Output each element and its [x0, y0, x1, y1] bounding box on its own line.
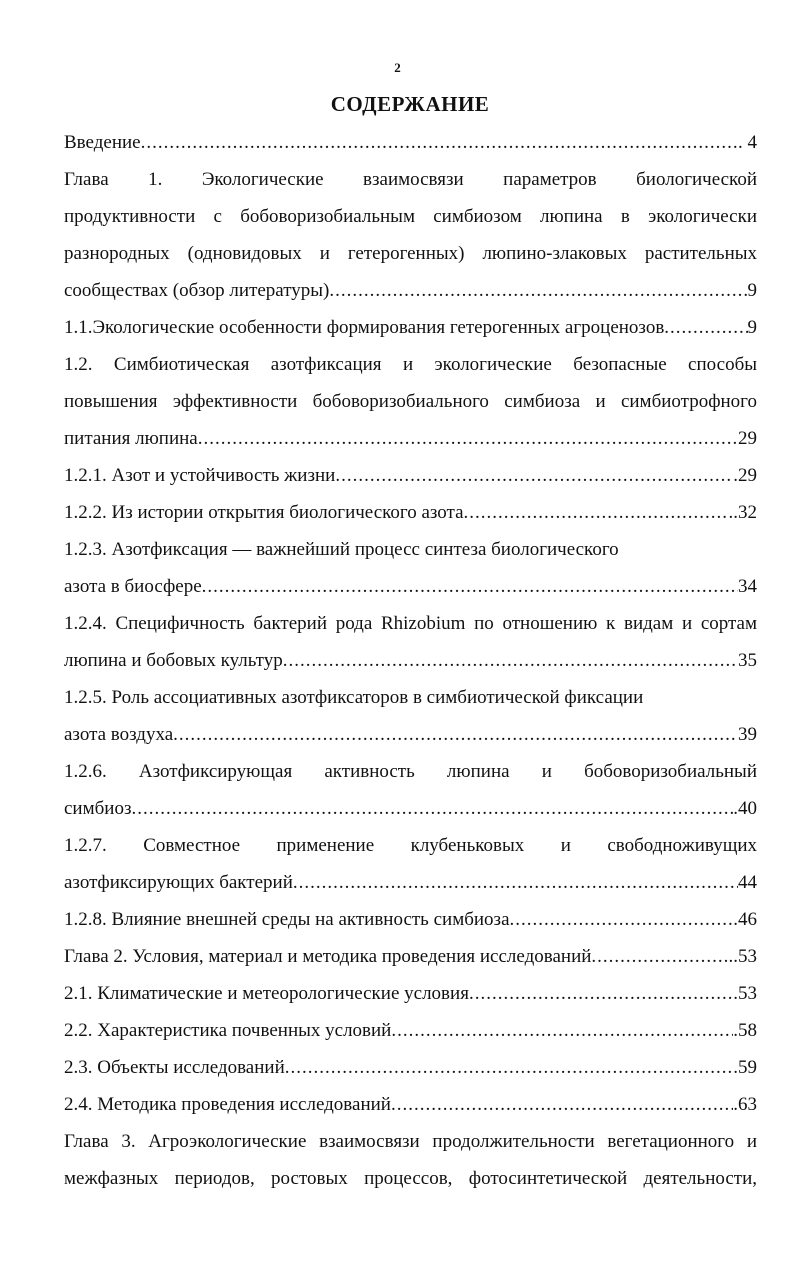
toc-entry-text: 2.4. Методика проведения исследований	[64, 1094, 391, 1115]
dot-leader	[173, 716, 738, 753]
toc-entry-2-2	[64, 1012, 757, 1049]
toc-entry-chapter-3	[64, 1123, 757, 1197]
toc-entry-page: .59	[733, 1057, 757, 1078]
toc-entry-text: питания люпина	[64, 428, 198, 449]
dot-leader	[464, 494, 729, 531]
toc-entry-line: 1.2. Симбиотическая азотфиксация и экологические безопасные способы	[64, 354, 757, 375]
toc-entry-1-1	[64, 309, 757, 346]
toc-entry-line-last	[64, 716, 757, 753]
toc-entry-page: .40	[733, 798, 757, 819]
toc-entry-1-2-1	[64, 457, 757, 494]
dot-leader	[198, 420, 738, 457]
dot-leader	[283, 642, 738, 679]
toc-entry-line: 1.2.6. Азотфиксирующая активность люпина и бобоворизобиальный	[64, 761, 757, 782]
toc-entry-page: 39	[738, 724, 757, 745]
toc-entry-1-2-8	[64, 901, 757, 938]
toc-entry-1-2-5	[64, 679, 757, 753]
dot-leader	[202, 568, 738, 605]
toc-entry-line: разнородных (одновидовых и гетерогенных) люпино-злаковых растительных	[64, 243, 757, 264]
toc-entry-page: 35	[738, 650, 757, 671]
toc-entry-line: 1.2.4. Специфичность бактерий рода Rhizobium по отношению к видам и сортам	[64, 613, 757, 634]
toc-entry-chapter-2	[64, 938, 757, 975]
toc-entry-text: симбиоз	[64, 798, 132, 819]
toc-entry-chapter-1	[64, 161, 757, 309]
toc-entry-text: 2.3. Объекты исследований	[64, 1057, 285, 1078]
toc-entry-text: азота воздуха	[64, 724, 174, 745]
dot-leader	[285, 1049, 734, 1086]
toc-entry-page: .46	[733, 909, 757, 930]
toc-entry-line: повышения эффективности бобоворизобиального симбиоза и симбиотрофного	[64, 391, 757, 412]
dot-leader	[510, 901, 734, 938]
toc-entry-1-2-7	[64, 827, 757, 901]
toc-entry-line-last	[64, 864, 757, 901]
toc-entry-line: продуктивности с бобоворизобиальным симбиозом люпина в экологически	[64, 206, 757, 227]
toc-entry-line: 1.2.5. Роль ассоциативных азотфиксаторов в симбиотической фиксации	[64, 687, 644, 708]
dot-leader	[131, 790, 733, 827]
dot-leader	[335, 457, 733, 494]
toc-entry-1-2	[64, 346, 757, 457]
toc-entry-line-last	[64, 272, 757, 309]
toc-entry-text: Глава 2. Условия, материал и методика проведения исследований	[64, 946, 592, 967]
toc-entry-1-2-3	[64, 531, 757, 605]
toc-entry-text: люпина и бобовых культур	[64, 650, 283, 671]
toc-entry-text: 1.2.8. Влияние внешней среды на активность симбиоза	[64, 909, 510, 930]
toc-entry-2-1	[64, 975, 757, 1012]
toc-entry-1-2-6	[64, 753, 757, 827]
toc-entry-text: 2.1. Климатические и метеорологические условия	[64, 983, 469, 1004]
toc-entry-page: .29	[733, 465, 757, 486]
toc-entry-line: Глава 1. Экологические взаимосвязи параметров биологической	[64, 169, 757, 190]
toc-entry-text: 1.2.1. Азот и устойчивость жизни	[64, 465, 336, 486]
dot-leader	[141, 124, 738, 161]
toc-entry-text: азота в биосфере	[64, 576, 202, 597]
toc-entry-text: 1.1.Экологические особенности формирования гетерогенных агроценозов	[64, 317, 665, 338]
toc-entry-2-3	[64, 1049, 757, 1086]
toc-entry-page: ..32	[728, 502, 757, 523]
toc-entry-2-4	[64, 1086, 757, 1123]
toc-entry-line: Глава 3. Агроэкологические взаимосвязи продолжительности вегетационного и	[64, 1131, 757, 1152]
toc-entry-line: 1.2.3. Азотфиксация — важнейший процесс синтеза биологического	[64, 539, 619, 560]
toc-entry-line: межфазных периодов, ростовых процессов, фотосинтетической деятельности,	[64, 1168, 757, 1189]
toc-entry-1-2-4	[64, 605, 757, 679]
dot-leader	[591, 938, 728, 975]
toc-entry-line-last	[64, 642, 757, 679]
toc-entry-page: 9	[747, 317, 757, 338]
toc-entry-page: 9	[747, 280, 757, 301]
dot-leader	[329, 272, 747, 309]
toc-entry-text: азотфиксирующих бактерий	[64, 872, 293, 893]
toc-entry-line: 1.2.7. Совместное применение клубеньковых и свободноживущих	[64, 835, 757, 856]
toc-entry-text: сообществах (обзор литературы)	[64, 280, 330, 301]
dot-leader	[391, 1012, 733, 1049]
table-of-contents	[64, 124, 757, 1197]
toc-entry-text: Введение	[64, 132, 141, 153]
toc-entry-page: 34	[738, 576, 757, 597]
toc-entry-line-last	[64, 790, 757, 827]
page-number: 2	[394, 60, 401, 75]
dot-leader	[664, 309, 747, 346]
toc-entry-page: .63	[733, 1094, 757, 1115]
dot-leader	[391, 1086, 733, 1123]
toc-entry-text: 2.2. Характеристика почвенных условий	[64, 1020, 392, 1041]
toc-entry-page: 29	[738, 428, 757, 449]
toc-entry-page: ..53	[728, 946, 757, 967]
dot-leader	[293, 864, 738, 901]
toc-entry-line-last	[64, 568, 757, 605]
page-title: СОДЕРЖАНИЕ	[330, 92, 490, 116]
toc-entry-page: .53	[733, 983, 757, 1004]
toc-entry-line-last	[64, 420, 757, 457]
dot-leader	[469, 975, 733, 1012]
toc-entry-introduction	[64, 124, 757, 161]
toc-entry-page: .58	[733, 1020, 757, 1041]
toc-entry-page: . 4	[738, 132, 757, 153]
toc-entry-1-2-2	[64, 494, 757, 531]
toc-entry-page: 44	[738, 872, 757, 893]
toc-entry-text: 1.2.2. Из истории открытия биологического азота	[64, 502, 464, 523]
